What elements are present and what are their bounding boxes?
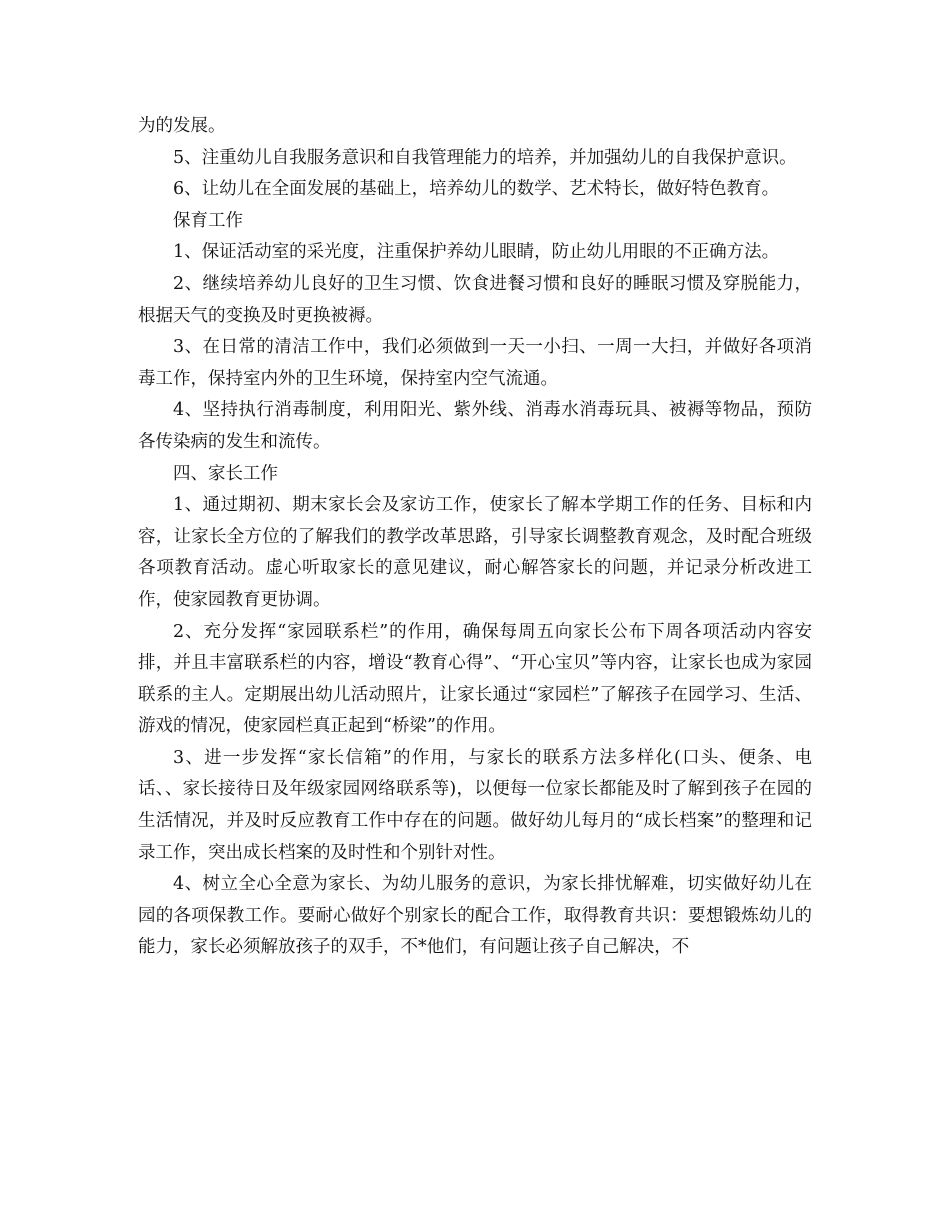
paragraph-parents-4: 4、树立全心全意为家长、为幼儿服务的意识，为家长排忧解难，切实做好幼儿在园的各项保教工作。要耐心做好个别家长的配合工作，取得教育共识：要想锻炼幼儿的能力，家长必须解放孩子的双手，不*他们，有问题让孩子自己解决，不 bbox=[138, 874, 812, 958]
document-page bbox=[138, 111, 812, 964]
section-heading-care: 保育工作 bbox=[173, 210, 243, 231]
paragraph-item-6: 6、让幼儿在全面发展的基础上，培养幼儿的数学、艺术特长，做好特色教育。 bbox=[173, 179, 780, 200]
paragraph-item-5: 5、注重幼儿自我服务意识和自我管理能力的培养，并加强幼儿的自我保护意识。 bbox=[173, 147, 797, 168]
paragraph-parents-1: 1、通过期初、期末家长会及家访工作，使家长了解本学期工作的任务、目标和内容，让家长全方位的了解我们的教学改革思路，引导家长调整教育观念，及时配合班级各项教育活动。虚心听取家长的意见建议，耐心解答家长的问题，并记录分析改进工作，使家园教育更协调。 bbox=[138, 495, 812, 610]
paragraph-care-3: 3、在日常的清洁工作中，我们必须做到一天一小扫、一周一大扫，并做好各项消毒工作，保持室内外的卫生环境，保持室内空气流通。 bbox=[138, 337, 812, 389]
paragraph-continuation: 为的发展。 bbox=[138, 116, 226, 136]
section-heading-parents: 四、家长工作 bbox=[173, 463, 278, 484]
paragraph-parents-2: 2、充分发挥“家园联系栏”的作用，确保每周五向家长公布下周各项活动内容安排，并且丰富联系栏的内容，增设“教育心得”、“开心宝贝”等内容，让家长也成为家园联系的主人。定期展出幼儿活动照片，让家长通过“家园栏”了解孩子在园学习、生活、游戏的情况，使家园栏真正起到“桥梁”的作用。 bbox=[138, 621, 812, 737]
paragraph-care-2: 2、继续培养幼儿良好的卫生习惯、饮食进餐习惯和良好的睡眠习惯及穿脱能力，根据天气的变换及时更换被褥。 bbox=[138, 273, 812, 326]
paragraph-parents-3: 3、进一步发挥“家长信箱”的作用，与家长的联系方法多样化(口头、便条、电话、、家长接待日及年级家园网络联系等)，以便每一位家长都能及时了解到孩子在园的生活情况，并及时反应教育工作中存在的问题。做好幼儿每月的“成长档案”的整理和记录工作，突出成长档案的及时性和个别针对性。 bbox=[138, 747, 812, 863]
paragraph-care-1: 1、保证活动室的采光度，注重保护养幼儿眼睛，防止幼儿用眼的不正确方法。 bbox=[173, 242, 780, 263]
paragraph-care-4: 4、坚持执行消毒制度，利用阳光、紫外线、消毒水消毒玩具、被褥等物品，预防各传染病的发生和流传。 bbox=[138, 400, 812, 452]
